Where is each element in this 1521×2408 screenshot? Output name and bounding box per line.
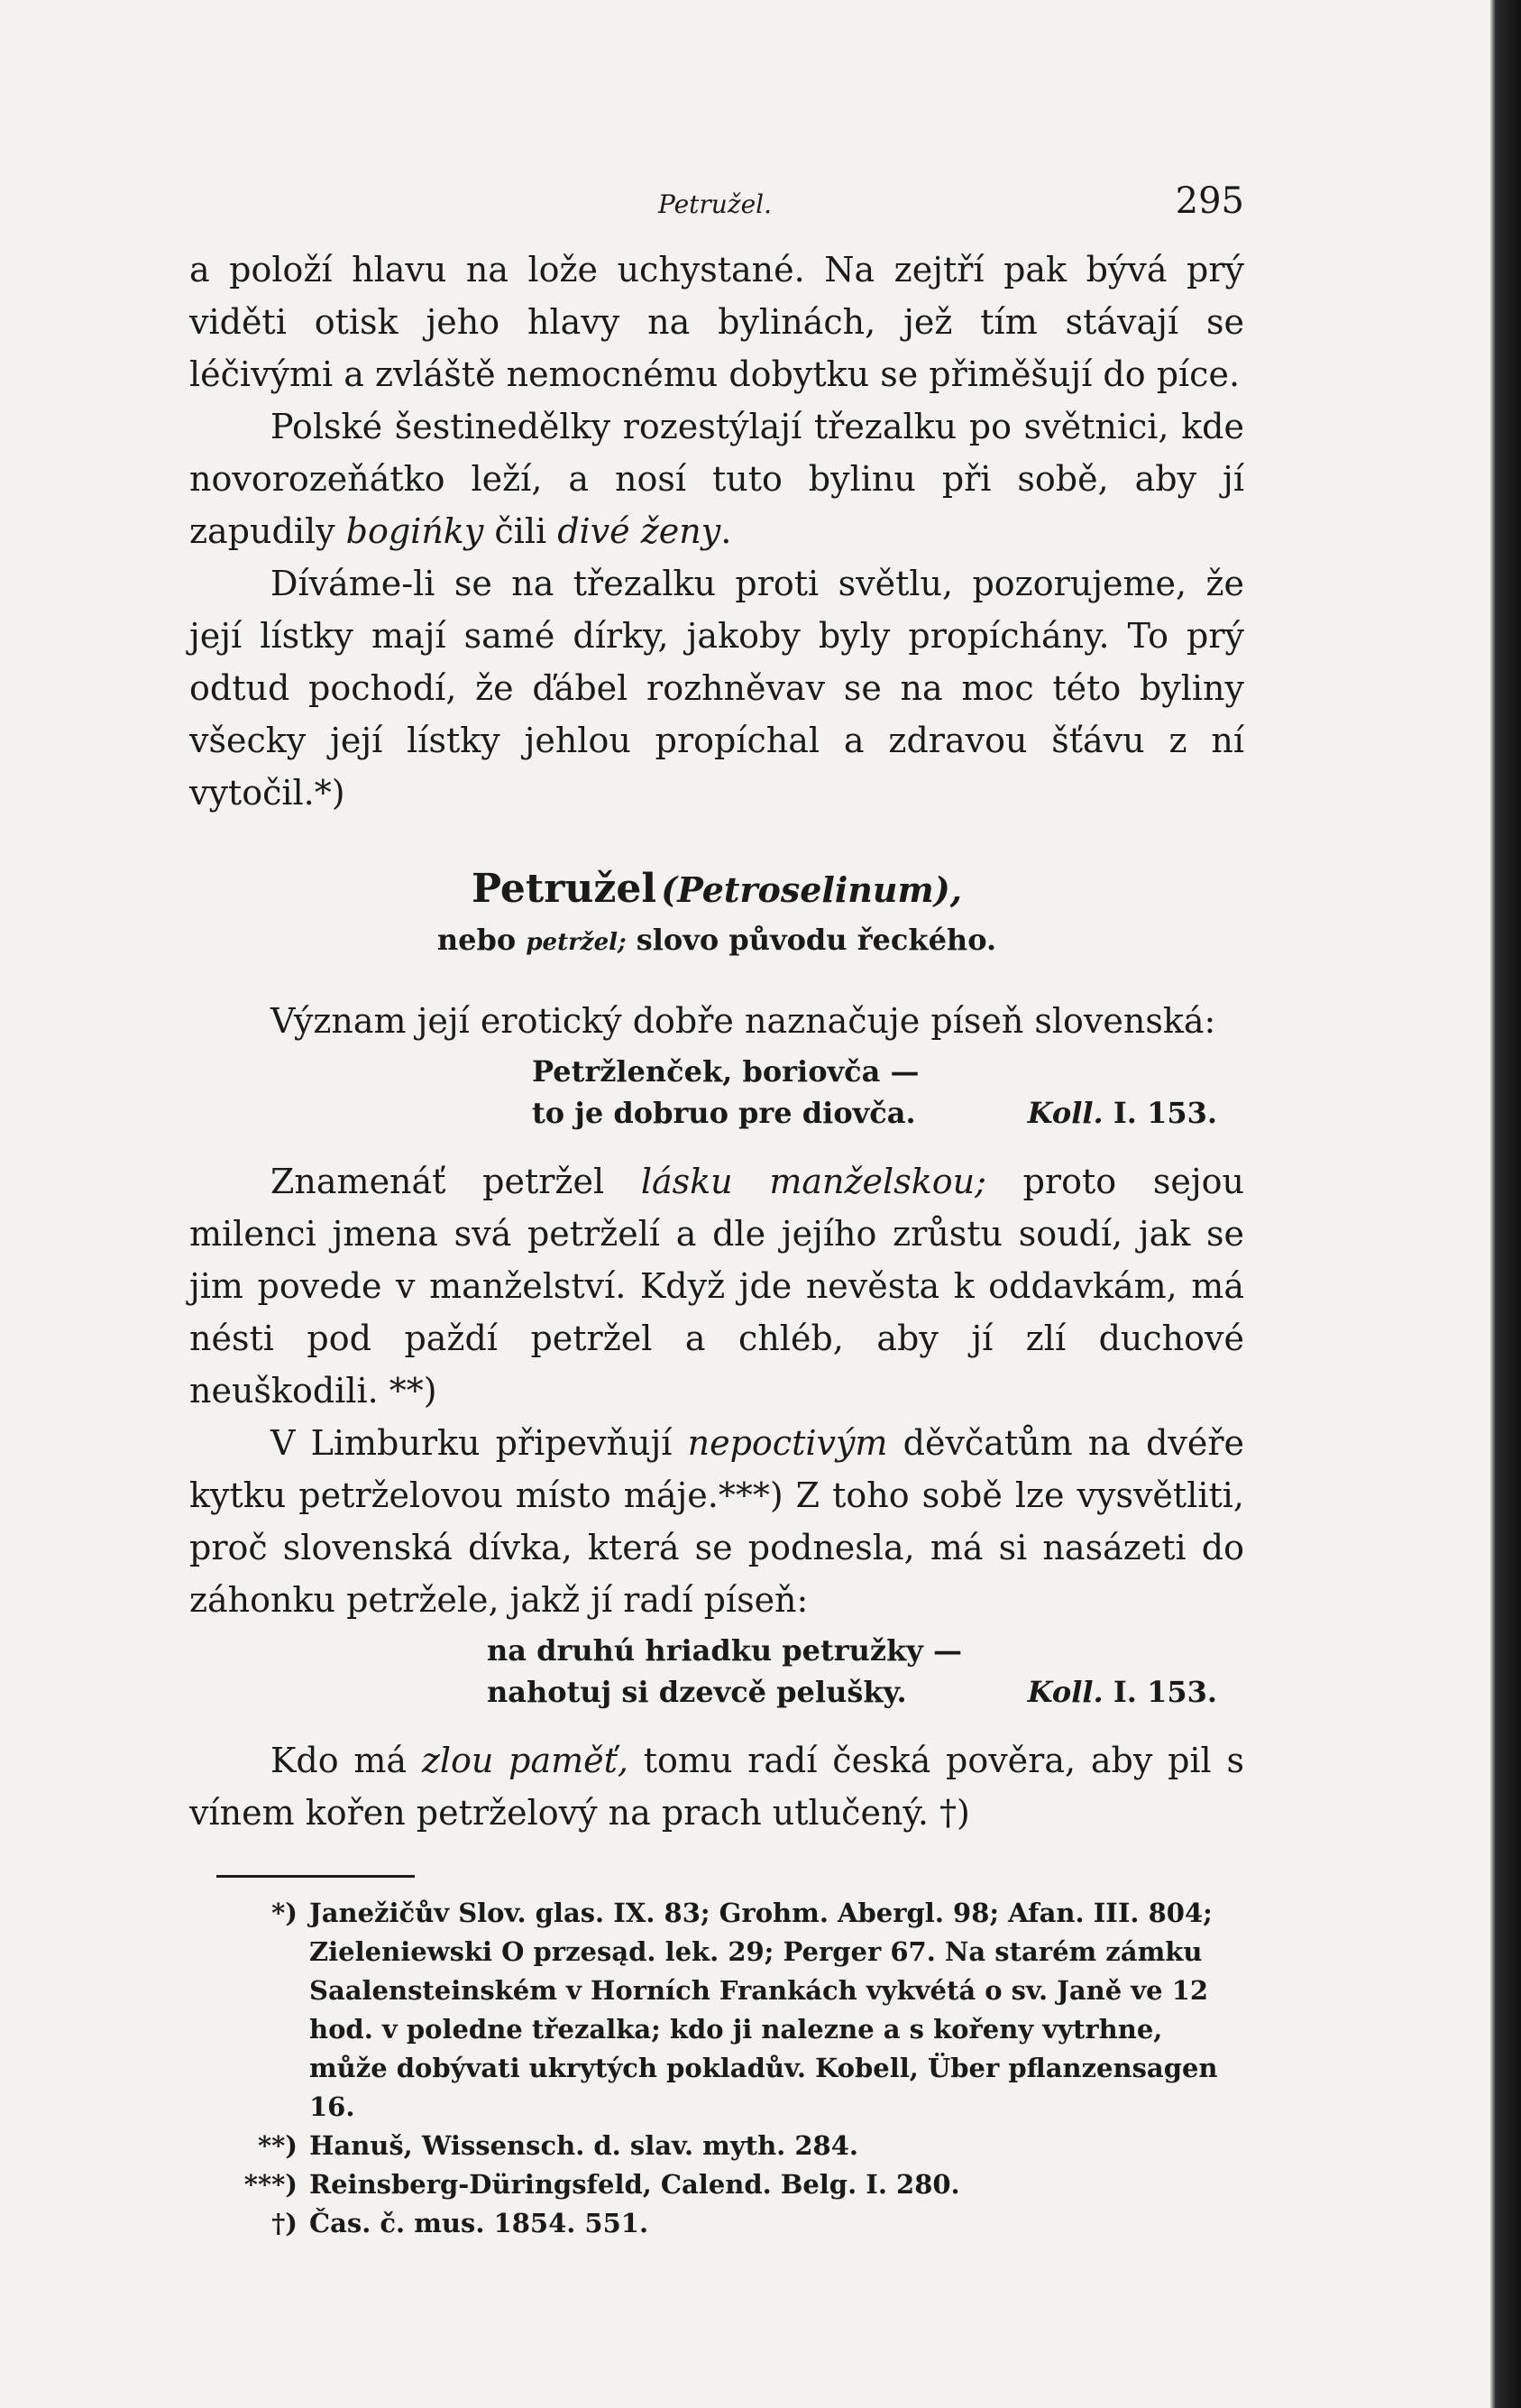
running-head [189,180,1244,244]
verse-2-reference: Koll. I. 153. [1027,1675,1217,1709]
footnote-mark: †) [271,2208,298,2238]
footnote [189,2165,1244,2204]
paragraph-3: Díváme-li se na třezalku proti světlu, pozorujeme, že její lístky mají samé dírky, jakoby byly propíchány. To prý odtud pochodí, že ďábel rozhněvav se na moc této byliny všecky její lístky jehlou propíchal a zdravou šťávu z ní vytočil.*) [189,564,1244,813]
section-heading [189,866,1244,957]
footnote [189,2204,1244,2243]
scan-edge [1490,0,1521,2408]
section-subtitle: nebo petržel; slovo původu řeckého. [436,923,997,957]
italic-nepoctivym: nepoctivým [687,1423,888,1463]
verse-1-reference: Koll. I. 153. [1027,1096,1217,1130]
verse-2-line-2: nahotuj si dzevcě pelušky. [487,1675,907,1709]
paragraph-1: a položí hlavu na lože uchystané. Na zejtří pak bývá prý viděti otisk jeho hlavy na bylinách, jež tím stávají se léčivými a zvláště nemocnému dobytku se přiměšují do píce. [189,250,1244,394]
verse-1-line-2: to je dobruo pre diovča. [532,1096,916,1130]
italic-dive-zeny: divé ženy [557,511,721,551]
paragraph-6: Kdo má zlou paměť, tomu radí česká pověra, aby pil s vínem kořen petrželový na prach utlučený. †) [189,1741,1244,1833]
footnotes [189,1894,1244,2243]
section-title: Petružel [472,866,657,912]
verse-2-line-1: na druhú hriadku petružky — [487,1633,962,1668]
footnote [189,2127,1244,2165]
book-page [189,180,1244,2243]
footnote-mark: **) [257,2130,298,2161]
footnote-rule [216,1875,415,1878]
verse-1-line-1: Petržlenček, boriovča — [532,1054,920,1089]
intro-paragraph: Význam její erotický dobře naznačuje píseň slovenská: [270,1001,1216,1041]
page-number: 295 [1175,180,1244,222]
footnote [189,1894,1244,2127]
paragraph-2: Polské šestinedělky rozestýlají třezalku po světnici, kde novorozeňátko leží, a nosí tuto bylinu při sobě, aby jí zapudily bogińky čili divé ženy. [189,407,1244,551]
footnote-text: Čas. č. mus. 1854. 551. [309,2208,649,2238]
footnote-text: Hanuš, Wissensch. d. slav. myth. 284. [309,2130,858,2161]
italic-lasku-manzelskou: lásku manželskou; [640,1162,986,1201]
footnote-text: Janežičův Slov. glas. IX. 83; Grohm. Abergl. 98; Afan. III. 804; Zieleniewski O przesąd. lek. 29; Perger 67. Na starém zámku Saalensteinském v Horních Frankách vykvétá o sv. Janě ve 12 hod. v poledne třezalka; kdo ji nalezne a s kořeny vytrhne, může dobývati ukrytých pokladův. Kobell, Über pflanzensagen 16. [309,1898,1218,2122]
paragraph-5: V Limburku připevňují nepoctivým děvčatům na dvéře kytku petrželovou místo máje.***) Z toho sobě lze vysvětliti, proč slovenská dívka, která se podnesla, má si nasázeti do záhonku petržele, jakž jí radí píseň: [189,1423,1245,1620]
footnote-mark: *) [271,1898,298,1928]
footnote-mark: ***) [243,2169,298,2200]
verse-2 [487,1630,1244,1713]
footnote-text: Reinsberg-Düringsfeld, Calend. Belg. I. 280. [309,2169,960,2200]
italic-boginky: bogińky [345,511,484,551]
section-latin-name: (Petroselinum), [661,869,962,910]
paragraph-4: Znamenáť petržel lásku manželskou; proto sejou milenci jmena svá petrželí a dle jejího zrůstu soudí, jak se jim povede v manželství. Když jde nevěsta k oddavkám, má nésti pod paždí petržel a chléb, aby jí zlí duchové neuškodili. **) [189,1162,1244,1411]
verse-1 [532,1051,1244,1134]
running-title: Petružel. [658,189,772,219]
italic-zlou-pamet: zlou paměť, [421,1741,628,1780]
